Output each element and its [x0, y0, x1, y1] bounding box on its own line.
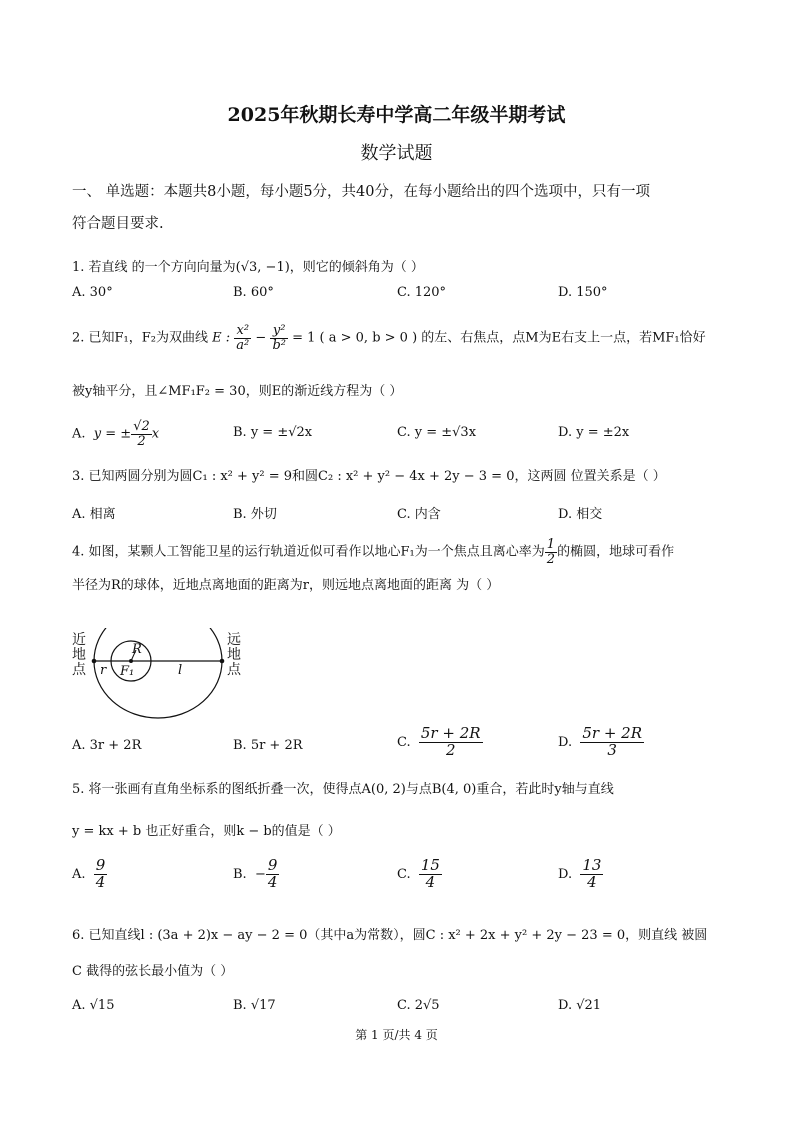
question-4-stem-line1: 4. 如图，某颗人工智能卫星的运行轨道近似可看作以地心F₁为一个焦点且离心率为 $\frac{1}{2}$ 的椭圆，地球可看作	[72, 537, 675, 567]
question-5-stem-line1: 5. 将一张画有直角坐标系的图纸折叠一次，使得点A(0, 2)与点B(4, 0)重合，若此时y轴与直线	[72, 782, 614, 797]
q2-option-c: C. y = ±√3x	[397, 425, 477, 440]
question-2-stem-line1: 2. 已知F₁，F₂为双曲线 E : $\frac{\text{x²}}{\text{a²}}$ − $\frac{\text{y²}}{\text{b²}}$ = 1 ( a > 0, b > 0 ) 的左、右焦点，点M为E右支上一点，若MF₁恰好	[72, 323, 706, 353]
q4-option-c: C. $\frac{5r + 2R}{2}$	[397, 724, 481, 759]
q2-frac-y: $\frac{\text{y²}}{\text{b²}}$	[272, 323, 286, 353]
section-instructions-line1: 一、 单选题：本题共8小题，每小题5分，共40分，在每小题给出的四个选项中，只有一项	[72, 184, 651, 200]
question-1-stem: 1. 若直线 的一个方向向量为(√3, −1)，则它的倾斜角为（ ）	[72, 260, 424, 275]
q2-hyper-suffix: = 1 ( a > 0, b > 0 )	[292, 330, 418, 346]
q1-option-a: A. 30°	[72, 285, 113, 300]
question-2-stem-line2: 被y轴平分，且∠MF₁F₂ = 30，则E的渐近线方程为（ ）	[72, 384, 403, 399]
question-5-stem-line2: y = kx + b 也正好重合，则k − b的值是（ ）	[72, 824, 341, 839]
q3-option-a: A. 相离	[72, 507, 116, 522]
q3-option-b: B. 外切	[233, 507, 277, 522]
q2-option-b: B. y = ±√2x	[233, 425, 313, 440]
q2-frac-x: $\frac{\text{x²}}{\text{a²}}$	[236, 323, 250, 353]
section-instructions-line2: 符合题目要求.	[72, 216, 164, 232]
page-footer: 第 1 页/共 4 页	[355, 1028, 438, 1042]
question-6-stem-line2: C 截得的弦长最小值为（ ）	[72, 964, 234, 979]
q1-option-b: B. 60°	[233, 285, 274, 300]
label-r: r	[100, 663, 107, 678]
q1-option-d: D. 150°	[558, 285, 608, 300]
q5-option-b: B. − $\frac{9}{4}$	[233, 856, 278, 891]
orbit-ellipse	[94, 628, 222, 718]
q2-stem-part1: 2. 已知F₁，F₂为双曲线	[72, 330, 208, 346]
question-6-stem-line1: 6. 已知直线l : (3a + 2)x − ay − 2 = 0（其中a为常数），圆C : x² + 2x + y² + 2y − 23 = 0，则直线 被圆	[72, 928, 708, 943]
q4-option-d: D. $\frac{5r + 2R}{3}$	[558, 724, 643, 759]
label-l: l	[178, 663, 183, 678]
q4-option-b: B. 5r + 2R	[233, 738, 303, 753]
label-F1: F₁	[120, 664, 135, 679]
apogee-point	[220, 659, 225, 664]
q3-option-d: D. 相交	[558, 507, 603, 522]
exam-title: 2025年秋期长寿中学高二年级半期考试	[227, 104, 566, 126]
perigee-point	[92, 659, 97, 664]
q6-option-c: C. 2√5	[397, 998, 440, 1013]
q2-option-d: D. y = ±2x	[558, 425, 630, 440]
perigee-label: 近 地 点	[72, 632, 86, 678]
q3-option-c: C. 内含	[397, 507, 441, 522]
question-4-stem-line2: 半径为R的球体，近地点离地面的距离为r，则远地点离地面的距离 为（ ）	[72, 578, 500, 593]
q2-option-a: A. y = ± $\frac{√2}{2}$ x	[72, 419, 160, 449]
exam-subtitle: 数学试题	[360, 143, 433, 164]
q5-option-a: A. $\frac{9}{4}$	[72, 856, 106, 891]
question-3-stem: 3. 已知两圆分别为圆C₁ : x² + y² = 9和圆C₂ : x² + y² − 4x + 2y − 3 = 0，这两圆 位置关系是（ ）	[72, 469, 666, 484]
q6-option-d: D. √21	[558, 998, 602, 1013]
q1-option-c: C. 120°	[397, 285, 447, 300]
q6-option-b: B. √17	[233, 998, 276, 1013]
q5-option-d: D. $\frac{13}{4}$	[558, 856, 602, 891]
q6-option-a: A. √15	[72, 998, 115, 1013]
label-R: R	[132, 642, 142, 657]
q2-stem-part1b: 的左、右焦点，点M为E右支上一点，若MF₁恰好	[421, 330, 706, 346]
orbit-diagram	[70, 628, 255, 722]
focus-point	[129, 659, 133, 663]
q2-hyper-prefix: E :	[212, 330, 231, 346]
q5-option-c: C. $\frac{15}{4}$	[397, 856, 440, 891]
apogee-label: 远 地 点	[227, 632, 241, 678]
q4-option-a: A. 3r + 2R	[72, 738, 142, 753]
